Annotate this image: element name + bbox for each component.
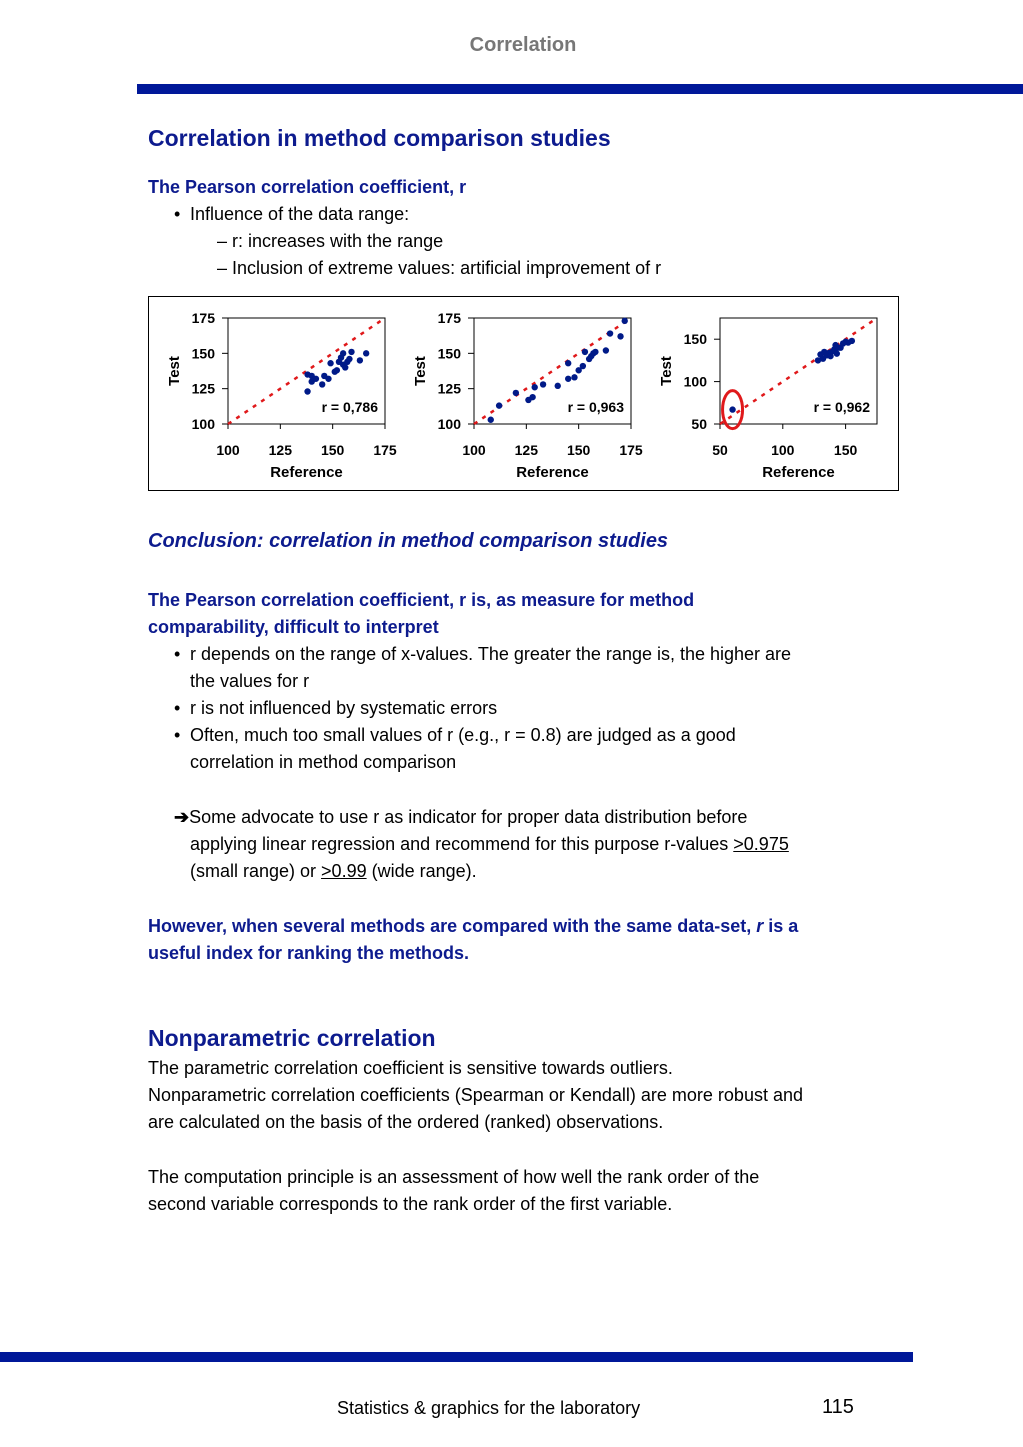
y-tick-label: 100: [437, 416, 461, 432]
data-point: [313, 376, 319, 382]
data-point: [340, 350, 346, 356]
bullet-range-dependence: [174, 641, 792, 695]
however-line2: useful index for ranking the methods.: [148, 943, 470, 963]
arrow-right-icon: ➔: [174, 807, 190, 827]
y-tick-label: 125: [437, 380, 461, 397]
data-point: [304, 388, 310, 394]
top-rule: [137, 84, 1023, 94]
however-line1-end: is a: [763, 916, 799, 936]
x-tick-label: 100: [771, 442, 795, 458]
bullet-text-line2: correlation in method comparison: [190, 752, 457, 772]
data-point: [555, 383, 561, 389]
data-point: [571, 374, 577, 380]
however-line1: [148, 913, 798, 940]
page-number: 115: [822, 1396, 854, 1418]
y-tick-label: 150: [683, 331, 707, 348]
however-line1-text: However, when several methods are compared with the same data-set,: [148, 916, 757, 936]
arrow-note-line2: [190, 831, 789, 858]
x-tick-label: 150: [833, 442, 858, 458]
data-point: [592, 349, 598, 355]
data-point: [622, 318, 628, 324]
data-point: [849, 338, 855, 344]
y-tick-label: 125: [191, 380, 215, 397]
data-point: [565, 376, 571, 382]
however-note: [148, 913, 798, 967]
arrow-note-line1: Some advocate to use r as indicator for proper data distribution before: [189, 807, 748, 827]
paragraph-line: The parametric correlation coefficient is sensitive towards outliers.: [148, 1058, 673, 1078]
x-tick-label: 100: [462, 442, 486, 458]
y-tick-label: 175: [191, 310, 215, 326]
dash-item-extreme: [217, 255, 662, 282]
y-tick-label: 50: [691, 416, 707, 432]
running-header: Correlation: [469, 34, 577, 56]
paragraph-line: second variable corresponds to the rank order of the first variable.: [148, 1194, 673, 1214]
x-tick-label: 150: [566, 442, 591, 458]
dash-item-range: [217, 228, 444, 255]
data-point: [488, 417, 494, 423]
bullet-text-line1: Often, much too small values of r (e.g., r = 0.8) are judged as a good: [190, 725, 736, 745]
dash-text: Inclusion of extreme values: artificial improvement of r: [232, 258, 662, 278]
data-point: [729, 406, 735, 412]
dash-text: r: increases with the range: [232, 231, 444, 251]
bullet-text: Influence of the data range:: [190, 204, 410, 224]
footer-book-title: Statistics & graphics for the laboratory: [337, 1398, 641, 1418]
data-point: [357, 357, 363, 363]
x-axis-label: Reference: [516, 464, 589, 481]
arrow-note-line3-text: (small range) or: [190, 861, 322, 881]
nonparametric-paragraph-2: [148, 1164, 759, 1218]
data-point: [529, 394, 535, 400]
x-tick-label: 125: [514, 442, 539, 458]
figure-frame: [148, 296, 899, 491]
bullet-text: r is not influenced by systematic errors: [190, 698, 498, 718]
y-axis-label: Test: [166, 356, 183, 386]
y-tick-label: 150: [437, 345, 461, 362]
conclusion-title: Conclusion: correlation in method comparison studies: [148, 530, 669, 552]
however-r: r: [756, 916, 764, 936]
bullet-mark: •: [174, 725, 181, 745]
y-tick-label: 100: [683, 373, 707, 390]
conclusion-subheading: [148, 587, 694, 641]
bottom-rule: [0, 1352, 913, 1362]
arrow-note-line3: [190, 858, 477, 885]
conclusion-subheading-line1: The Pearson correlation coefficient, r is, as measure for method: [148, 590, 695, 610]
bullet-small-values: [174, 722, 736, 776]
y-axis-label: Test: [412, 356, 429, 386]
data-point: [603, 347, 609, 353]
x-axis-label: Reference: [270, 464, 343, 481]
y-axis-label: Test: [658, 356, 675, 386]
section-heading: Correlation in method comparison studies: [148, 125, 611, 151]
data-point: [346, 356, 352, 362]
data-point: [327, 360, 333, 366]
bullet-data-range: [174, 201, 410, 228]
data-point: [348, 349, 354, 355]
bullet-text-line2: the values for r: [190, 671, 310, 691]
scatter-figure: [149, 297, 898, 490]
correlation-annotation: r = 0,786: [321, 399, 378, 415]
y-tick-label: 175: [437, 310, 461, 326]
nonparametric-paragraph-1: [148, 1055, 803, 1136]
x-tick-label: 50: [712, 442, 728, 458]
x-tick-label: 125: [268, 442, 293, 458]
dash-mark: –: [217, 258, 228, 278]
bullet-mark: •: [174, 698, 181, 718]
data-point: [834, 350, 840, 356]
data-point: [532, 384, 538, 390]
y-tick-label: 100: [191, 416, 215, 432]
x-tick-label: 100: [216, 442, 240, 458]
arrow-note: [174, 804, 747, 831]
conclusion-subheading-line2: comparability, difficult to interpret: [148, 617, 439, 637]
arrow-note-line3-end: (wide range).: [366, 861, 477, 881]
data-point: [513, 390, 519, 396]
data-point: [319, 381, 325, 387]
data-point: [617, 333, 623, 339]
correlation-annotation: r = 0,962: [813, 399, 870, 415]
data-point: [334, 367, 340, 373]
data-point: [363, 350, 369, 356]
data-point: [304, 371, 310, 377]
data-point: [582, 349, 588, 355]
dash-mark: –: [217, 231, 228, 251]
paragraph-line: are calculated on the basis of the ordered (ranked) observations.: [148, 1112, 664, 1132]
paragraph-line: The computation principle is an assessment of how well the rank order of the: [148, 1167, 760, 1187]
threshold-wide-range: >0.99: [321, 861, 367, 881]
x-axis-label: Reference: [762, 464, 835, 481]
y-tick-label: 150: [191, 345, 215, 362]
bullet-systematic-errors: [174, 695, 498, 722]
section-subheading: The Pearson correlation coefficient, r: [148, 177, 467, 197]
data-point: [496, 402, 502, 408]
x-tick-label: 175: [619, 442, 643, 458]
bullet-mark: •: [174, 644, 181, 664]
bullet-mark: •: [174, 204, 181, 224]
data-point: [565, 360, 571, 366]
bullet-text-line1: r depends on the range of x-values. The greater the range is, the higher are: [190, 644, 792, 664]
x-tick-label: 150: [320, 442, 345, 458]
correlation-annotation: r = 0,963: [567, 399, 624, 415]
data-point: [607, 330, 613, 336]
threshold-small-range: >0.975: [733, 834, 789, 854]
nonparametric-heading: Nonparametric correlation: [148, 1025, 436, 1051]
data-point: [325, 376, 331, 382]
paragraph-line: Nonparametric correlation coefficients (Spearman or Kendall) are more robust and: [148, 1085, 803, 1105]
data-point: [540, 381, 546, 387]
data-point: [580, 363, 586, 369]
x-tick-label: 175: [373, 442, 397, 458]
arrow-note-line2-text: applying linear regression and recommend for this purpose r-values: [190, 834, 734, 854]
